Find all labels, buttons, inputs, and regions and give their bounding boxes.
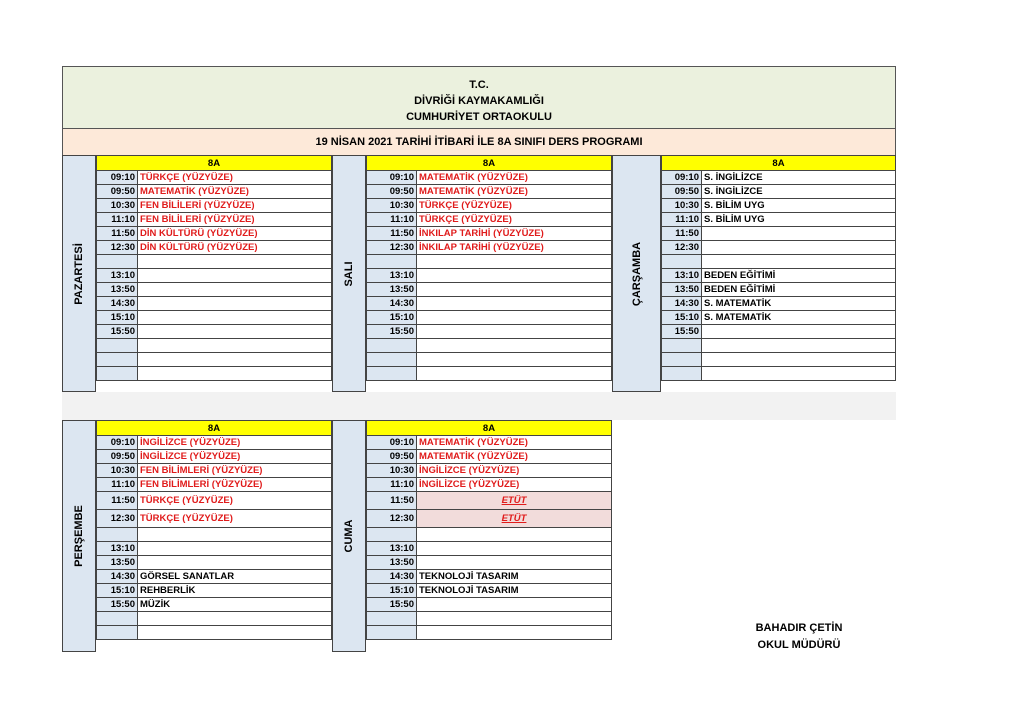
table-row (97, 570, 332, 584)
lesson-cell: BEDEN EĞİTİMİ (702, 283, 896, 297)
table-row (367, 612, 612, 626)
lesson-cell: REHBERLİK (138, 584, 332, 598)
table-row (367, 269, 612, 283)
lesson-cell: TEKNOLOJİ TASARIM (417, 570, 612, 584)
time-cell: 12:30 (367, 241, 417, 255)
table-row (97, 297, 332, 311)
lesson-cell: S. BİLİM UYG (702, 199, 896, 213)
lesson-cell (702, 367, 896, 381)
table-row (97, 556, 332, 570)
table-row (662, 185, 896, 199)
table-row (367, 528, 612, 542)
table-row (367, 213, 612, 227)
time-cell: 11:10 (367, 213, 417, 227)
table-row (367, 199, 612, 213)
time-cell (367, 339, 417, 353)
lesson-cell: S. MATEMATİK (702, 297, 896, 311)
principal-name: BAHADIR ÇETİN (755, 622, 843, 634)
lesson-cell (138, 612, 332, 626)
time-cell (662, 353, 702, 367)
time-cell (97, 255, 138, 269)
header-line-3: CUMHURİYET ORTAOKULU (406, 111, 552, 123)
lesson-cell (138, 325, 332, 339)
time-cell: 11:10 (97, 213, 138, 227)
lesson-cell (417, 339, 612, 353)
time-cell: 09:50 (97, 450, 138, 464)
time-cell (97, 626, 138, 640)
lesson-cell (138, 528, 332, 542)
lesson-cell: S. BİLİM UYG (702, 213, 896, 227)
lesson-cell (138, 311, 332, 325)
table-row (367, 255, 612, 269)
lesson-cell: S. MATEMATİK (702, 311, 896, 325)
class-header: 8A (662, 156, 896, 171)
lesson-cell (417, 367, 612, 381)
lesson-cell: ETÜT (417, 510, 612, 528)
time-cell: 14:30 (97, 570, 138, 584)
lesson-cell: TEKNOLOJİ TASARIM (417, 584, 612, 598)
time-cell: 14:30 (662, 297, 702, 311)
schedule-friday (366, 420, 612, 640)
lesson-cell (138, 297, 332, 311)
time-cell: 11:50 (97, 227, 138, 241)
table-row (97, 199, 332, 213)
table-row (662, 199, 896, 213)
lesson-cell: DİN KÜLTÜRÜ (YÜZYÜZE) (138, 241, 332, 255)
lesson-cell (417, 598, 612, 612)
time-cell: 14:30 (97, 297, 138, 311)
table-row (97, 311, 332, 325)
table-row (367, 339, 612, 353)
lesson-cell: MATEMATİK (YÜZYÜZE) (417, 171, 612, 185)
table-row (97, 171, 332, 185)
lesson-cell (138, 269, 332, 283)
lesson-cell: ETÜT (417, 492, 612, 510)
lesson-cell (702, 325, 896, 339)
table-row (367, 353, 612, 367)
table-row (97, 598, 332, 612)
day-label-wednesday: ÇARŞAMBA (612, 155, 661, 392)
time-cell (367, 626, 417, 640)
time-cell: 09:50 (662, 185, 702, 199)
table-row (97, 283, 332, 297)
lesson-cell (417, 542, 612, 556)
lesson-cell: TÜRKÇE (YÜZYÜZE) (138, 510, 332, 528)
time-cell: 10:30 (367, 464, 417, 478)
lesson-cell: BEDEN EĞİTİMİ (702, 269, 896, 283)
lesson-cell: İNKILAP TARİHİ (YÜZYÜZE) (417, 227, 612, 241)
time-cell (367, 353, 417, 367)
table-row (97, 185, 332, 199)
lesson-cell: İNGİLİZCE (YÜZYÜZE) (417, 464, 612, 478)
lesson-cell (702, 353, 896, 367)
class-header: 8A (97, 421, 332, 436)
lesson-cell: TÜRKÇE (YÜZYÜZE) (417, 213, 612, 227)
lesson-cell (138, 353, 332, 367)
lesson-cell: TÜRKÇE (YÜZYÜZE) (138, 492, 332, 510)
time-cell: 12:30 (97, 510, 138, 528)
time-cell: 13:10 (97, 542, 138, 556)
table-row (367, 171, 612, 185)
table-row (97, 339, 332, 353)
table-row (367, 542, 612, 556)
time-cell: 12:30 (662, 241, 702, 255)
day-label-friday: CUMA (332, 420, 366, 652)
table-row (662, 353, 896, 367)
lesson-cell (138, 626, 332, 640)
time-cell (367, 367, 417, 381)
lesson-cell: İNKILAP TARİHİ (YÜZYÜZE) (417, 241, 612, 255)
schedule-tuesday (366, 155, 612, 381)
table-row (367, 464, 612, 478)
time-cell: 15:10 (367, 311, 417, 325)
time-cell: 10:30 (97, 199, 138, 213)
table-row (97, 367, 332, 381)
table-row (662, 339, 896, 353)
time-cell: 12:30 (367, 510, 417, 528)
lesson-cell (138, 283, 332, 297)
table-row (367, 510, 612, 528)
time-cell: 15:50 (97, 598, 138, 612)
table-row (662, 297, 896, 311)
lesson-cell: GÖRSEL SANATLAR (138, 570, 332, 584)
table-row (97, 269, 332, 283)
time-cell: 13:10 (367, 542, 417, 556)
table-row (662, 213, 896, 227)
table-row (367, 311, 612, 325)
time-cell: 09:50 (367, 450, 417, 464)
time-cell (367, 612, 417, 626)
day-label-thursday: PERŞEMBE (62, 420, 96, 652)
table-row (97, 612, 332, 626)
table-row (97, 478, 332, 492)
lesson-cell: S. İNGİLİZCE (702, 185, 896, 199)
time-cell: 13:10 (367, 269, 417, 283)
time-cell: 15:10 (662, 311, 702, 325)
lesson-cell (417, 556, 612, 570)
table-row (662, 227, 896, 241)
class-header: 8A (97, 156, 332, 171)
table-row (662, 269, 896, 283)
principal-signature (740, 620, 858, 654)
time-cell: 11:50 (662, 227, 702, 241)
table-row (97, 528, 332, 542)
time-cell: 11:50 (367, 492, 417, 510)
time-cell: 09:50 (367, 185, 417, 199)
table-row (97, 353, 332, 367)
time-cell: 13:50 (367, 556, 417, 570)
lesson-cell: İNGİLİZCE (YÜZYÜZE) (138, 436, 332, 450)
time-cell: 11:10 (367, 478, 417, 492)
table-row (662, 311, 896, 325)
table-row (367, 241, 612, 255)
lesson-cell: FEN BİLİMLERİ (YÜZYÜZE) (138, 464, 332, 478)
table-row (97, 626, 332, 640)
table-row (367, 584, 612, 598)
lesson-cell: MATEMATİK (YÜZYÜZE) (138, 185, 332, 199)
lesson-cell: MATEMATİK (YÜZYÜZE) (417, 185, 612, 199)
time-cell: 10:30 (662, 199, 702, 213)
schedule-monday (96, 155, 332, 381)
table-row (367, 283, 612, 297)
school-header (62, 66, 896, 128)
table-row (367, 325, 612, 339)
time-cell: 13:10 (97, 269, 138, 283)
table-row (97, 464, 332, 478)
time-cell (97, 353, 138, 367)
lesson-cell (417, 325, 612, 339)
table-row (367, 185, 612, 199)
time-cell: 10:30 (97, 464, 138, 478)
lesson-cell: İNGİLİZCE (YÜZYÜZE) (417, 478, 612, 492)
time-cell: 10:30 (367, 199, 417, 213)
lesson-cell: TÜRKÇE (YÜZYÜZE) (138, 171, 332, 185)
time-cell: 09:10 (662, 171, 702, 185)
time-cell: 11:10 (97, 478, 138, 492)
lesson-cell: FEN BİLİLERİ (YÜZYÜZE) (138, 199, 332, 213)
lesson-cell (702, 227, 896, 241)
time-cell: 15:50 (662, 325, 702, 339)
time-cell: 15:10 (367, 584, 417, 598)
table-row (662, 241, 896, 255)
table-row (367, 297, 612, 311)
lesson-cell: FEN BİLİMLERİ (YÜZYÜZE) (138, 478, 332, 492)
table-row (97, 450, 332, 464)
time-cell: 09:10 (367, 171, 417, 185)
lesson-cell (417, 283, 612, 297)
time-cell: 15:10 (97, 584, 138, 598)
lesson-cell: DİN KÜLTÜRÜ (YÜZYÜZE) (138, 227, 332, 241)
table-row (97, 584, 332, 598)
table-row (97, 325, 332, 339)
header-line-1: T.C. (469, 79, 489, 91)
lesson-cell: MÜZİK (138, 598, 332, 612)
time-cell: 13:10 (662, 269, 702, 283)
time-cell: 09:10 (97, 171, 138, 185)
table-row (367, 570, 612, 584)
time-cell: 09:50 (97, 185, 138, 199)
table-row (662, 367, 896, 381)
lesson-cell (702, 339, 896, 353)
time-cell: 13:50 (367, 283, 417, 297)
lesson-cell: FEN BİLİLERİ (YÜZYÜZE) (138, 213, 332, 227)
table-row (97, 436, 332, 450)
time-cell: 11:10 (662, 213, 702, 227)
table-row (97, 241, 332, 255)
table-row (367, 450, 612, 464)
lesson-cell (138, 556, 332, 570)
table-row (97, 213, 332, 227)
time-cell (662, 367, 702, 381)
time-cell: 11:50 (367, 227, 417, 241)
lesson-cell (417, 353, 612, 367)
time-cell: 13:50 (97, 283, 138, 297)
lesson-cell: S. İNGİLİZCE (702, 171, 896, 185)
schedule-thursday (96, 420, 332, 640)
table-row (367, 626, 612, 640)
table-row (367, 492, 612, 510)
table-row (662, 325, 896, 339)
lesson-cell (138, 255, 332, 269)
time-cell (367, 528, 417, 542)
lesson-cell: MATEMATİK (YÜZYÜZE) (417, 436, 612, 450)
time-cell: 15:50 (367, 325, 417, 339)
time-cell: 15:50 (367, 598, 417, 612)
lesson-cell (417, 255, 612, 269)
time-cell: 09:10 (367, 436, 417, 450)
table-row (662, 171, 896, 185)
time-cell (367, 255, 417, 269)
time-cell (97, 339, 138, 353)
time-cell: 13:50 (662, 283, 702, 297)
table-row (367, 227, 612, 241)
table-row (97, 255, 332, 269)
table-row (367, 598, 612, 612)
lesson-cell (417, 626, 612, 640)
lesson-cell (417, 297, 612, 311)
lesson-cell (702, 255, 896, 269)
table-row (367, 556, 612, 570)
schedule-title: 19 NİSAN 2021 TARİHİ İTİBARİ İLE 8A SINIFI DERS PROGRAMI (62, 128, 896, 155)
lesson-cell (417, 311, 612, 325)
lesson-cell (138, 542, 332, 556)
lesson-cell (417, 612, 612, 626)
time-cell: 15:10 (97, 311, 138, 325)
day-label-monday: PAZARTESİ (62, 155, 96, 392)
table-row (97, 227, 332, 241)
lesson-cell (138, 367, 332, 381)
time-cell: 11:50 (97, 492, 138, 510)
lesson-cell: MATEMATİK (YÜZYÜZE) (417, 450, 612, 464)
table-row (97, 542, 332, 556)
class-header: 8A (367, 156, 612, 171)
lesson-cell (138, 339, 332, 353)
table-row (662, 255, 896, 269)
time-cell: 14:30 (367, 570, 417, 584)
time-cell (662, 339, 702, 353)
table-row (367, 478, 612, 492)
time-cell (662, 255, 702, 269)
day-label-tuesday: SALI (332, 155, 366, 392)
header-line-2: DİVRİĞİ KAYMAKAMLIĞI (414, 95, 544, 107)
lesson-cell (417, 269, 612, 283)
time-cell: 09:10 (97, 436, 138, 450)
table-row (97, 492, 332, 510)
lesson-cell (417, 528, 612, 542)
time-cell (97, 612, 138, 626)
schedule-wednesday (661, 155, 896, 381)
time-cell: 12:30 (97, 241, 138, 255)
section-divider (62, 392, 896, 420)
time-cell: 13:50 (97, 556, 138, 570)
lesson-cell: İNGİLİZCE (YÜZYÜZE) (138, 450, 332, 464)
lesson-cell (702, 241, 896, 255)
lesson-cell: TÜRKÇE (YÜZYÜZE) (417, 199, 612, 213)
time-cell (97, 528, 138, 542)
time-cell: 15:50 (97, 325, 138, 339)
class-header: 8A (367, 421, 612, 436)
principal-title: OKUL MÜDÜRÜ (757, 639, 841, 651)
table-row (367, 436, 612, 450)
table-row (367, 367, 612, 381)
time-cell (97, 367, 138, 381)
time-cell: 14:30 (367, 297, 417, 311)
table-row (97, 510, 332, 528)
table-row (662, 283, 896, 297)
